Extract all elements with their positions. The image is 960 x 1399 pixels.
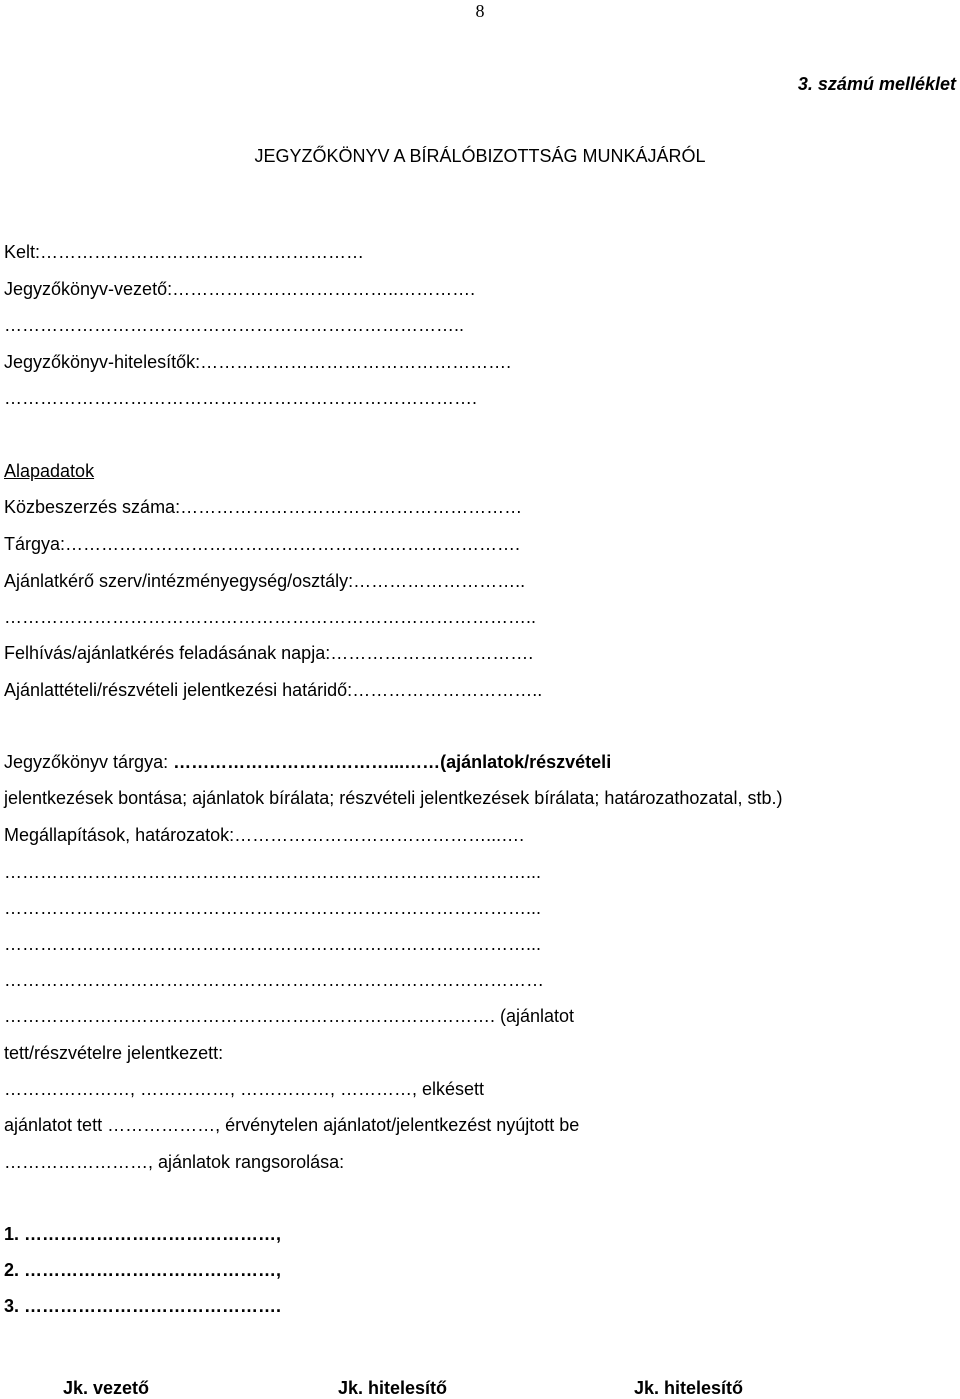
basic-data-heading: Alapadatok xyxy=(4,461,95,481)
subject-field: Tárgya:…………………………………………………………………. xyxy=(4,534,521,554)
minutes-subject-dots: ………………………………...…… xyxy=(173,752,441,772)
deadline-field: Ajánlattételi/részvételi jelentkezési határidő:………………………….. xyxy=(4,680,543,700)
signature-authenticator-2: Jk. hitelesítő xyxy=(634,1378,744,1398)
bids-line: ………………………………………………………………………. (ajánlatot xyxy=(4,1006,575,1026)
ranking-item: 1. ……………………………………, xyxy=(4,1224,282,1244)
authenticators-field-continuation: ……………………………………………………………………. xyxy=(4,388,478,408)
contracting-authority-continuation: …………………………………………………………………………….. xyxy=(4,607,537,627)
authenticators-field: Jegyzőkönyv-hitelesítők:……………………………………………. xyxy=(4,352,512,372)
minutes-subject-line xyxy=(4,751,611,773)
procurement-number-field: Közbeszerzés száma:………………………………………………… xyxy=(4,497,523,517)
minutes-subject-label: Jegyzőkönyv tárgya: xyxy=(4,752,174,772)
kelt-field: Kelt:……………………………………………… xyxy=(4,242,365,262)
signature-authenticator-1: Jk. hitelesítő xyxy=(338,1378,448,1398)
publication-date-field: Felhívás/ajánlatkérés feladásának napja:……………………………. xyxy=(4,643,534,663)
annex-label: 3. számú melléklet xyxy=(797,74,956,94)
minutes-subject-options-line2: jelentkezések bontása; ajánlatok bírálata; részvételi jelentkezések bírálata; határozathozatal, stb.) xyxy=(4,788,783,808)
ranking-item: 2. ……………………………………, xyxy=(4,1260,282,1280)
late-invalid-line: ajánlatot tett ………………, érvénytelen ajánlatot/jelentkezést nyújtott be xyxy=(4,1115,580,1135)
ranking-item: 3. ……………………………………. xyxy=(4,1296,282,1316)
findings-dots-line: ……………………………………………………………………………... xyxy=(4,862,542,882)
recorder-field-continuation: ………………………………………………………………….. xyxy=(4,315,465,335)
contracting-authority-field: Ajánlatkérő szerv/intézményegység/osztály:……………………….. xyxy=(4,571,526,591)
bidders-commas-line: …………………, ……………, ……………, …………, elkésett xyxy=(4,1079,485,1099)
minutes-subject-options: (ajánlatok/részvételi xyxy=(440,752,612,772)
document-title: JEGYZŐKÖNYV A BÍRÁLÓBIZOTTSÁG MUNKÁJÁRÓL xyxy=(254,146,706,166)
findings-field: Megállapítások, határozatok:……………………………………...…. xyxy=(4,825,525,845)
findings-dots-line: ……………………………………………………………………………… xyxy=(4,970,544,990)
recorder-field: Jegyzőkönyv-vezető:………………………………..…………. xyxy=(4,279,476,299)
page-number: 8 xyxy=(475,1,485,21)
applied-line: tett/részvételre jelentkezett: xyxy=(4,1043,224,1063)
signature-recorder: Jk. vezető xyxy=(63,1378,150,1398)
findings-dots-line: ……………………………………………………………………………... xyxy=(4,898,542,918)
findings-dots-line: ……………………………………………………………………………... xyxy=(4,934,542,954)
ranking-intro-line: ……………………, ajánlatok rangsorolása: xyxy=(4,1152,345,1172)
